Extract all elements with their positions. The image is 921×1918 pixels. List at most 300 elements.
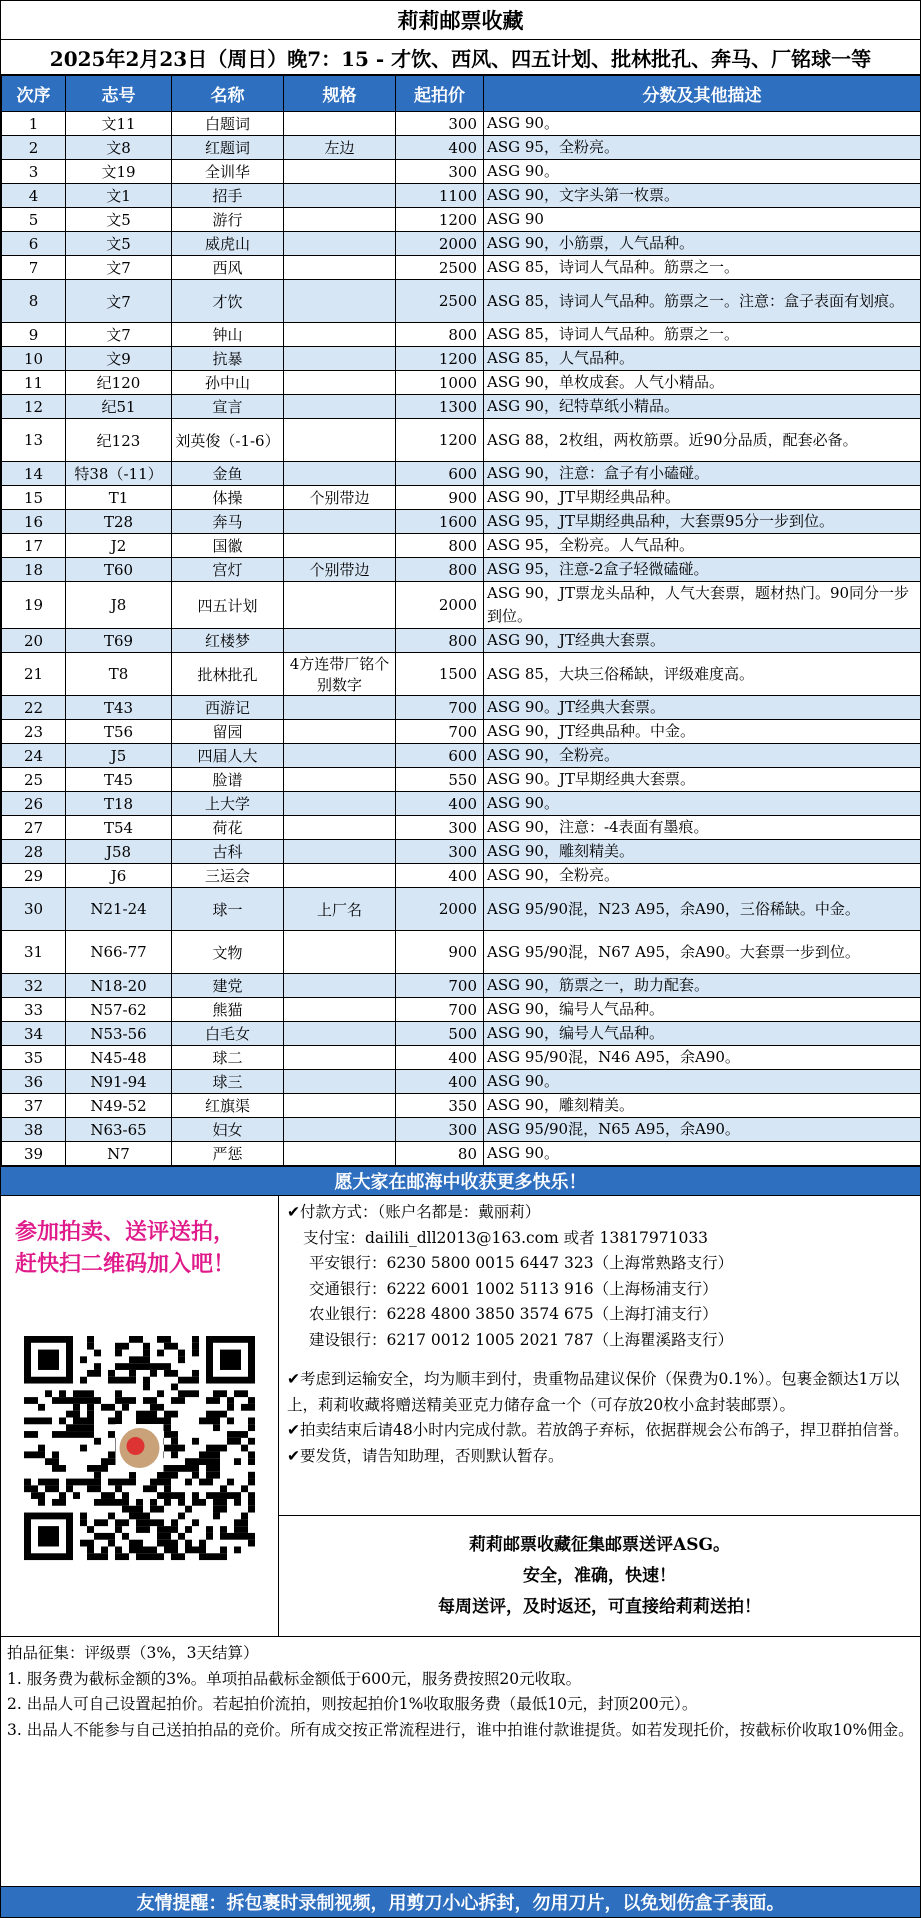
row-name: 游行: [172, 208, 284, 232]
row-spec: [284, 768, 396, 792]
row-spec: [284, 974, 396, 998]
row-desc: ASG 85，诗词人气品种。筋票之一。注意：盒子表面有划痕。: [484, 280, 921, 323]
row-price: 800: [396, 558, 484, 582]
row-order: 39: [2, 1142, 66, 1166]
row-order: 30: [2, 888, 66, 931]
row-spec: [284, 931, 396, 974]
table-row: [2, 653, 921, 696]
row-name: 脸谱: [172, 768, 284, 792]
row-spec: [284, 1070, 396, 1094]
row-price: 2500: [396, 256, 484, 280]
row-order: 38: [2, 1118, 66, 1142]
row-code: 文19: [66, 160, 172, 184]
table-row: [2, 510, 921, 534]
row-desc: ASG 90，雕刻精美。: [484, 840, 921, 864]
promo-line-2: 赶快扫二维码加入吧！: [15, 1251, 236, 1277]
row-price: 300: [396, 840, 484, 864]
table-row: [2, 347, 921, 371]
row-order: 9: [2, 323, 66, 347]
row-desc: ASG 90，JT经典品种。中金。: [484, 720, 921, 744]
row-desc: ASG 90，文字头第一枚票。: [484, 184, 921, 208]
row-spec: [284, 160, 396, 184]
row-name: 熊猫: [172, 998, 284, 1022]
row-code: T56: [66, 720, 172, 744]
row-desc: ASG 90。: [484, 1070, 921, 1094]
row-code: 纪120: [66, 371, 172, 395]
row-order: 5: [2, 208, 66, 232]
row-spec: 个别带边: [284, 558, 396, 582]
row-price: 1000: [396, 371, 484, 395]
shipping-note: ✔考虑到运输安全，均为顺丰到付，贵重物品建议保价（保费为0.1%）。包裹金额达1万以上，莉莉收藏将赠送精美亚克力储存盒一个（可存放20枚小盒封装邮票）。: [287, 1370, 900, 1414]
row-code: T69: [66, 629, 172, 653]
table-row: [2, 792, 921, 816]
row-desc: ASG 90。: [484, 792, 921, 816]
row-price: 2000: [396, 888, 484, 931]
row-code: N49-52: [66, 1094, 172, 1118]
row-name: 白题词: [172, 112, 284, 136]
rule-item: 3. 出品人不能参与自己送拍拍品的竞价。所有成交按正常流程进行，谁中拍谁付款谁提货。如若发现托价，按截标价收取10%佣金。: [7, 1720, 914, 1739]
row-name: 古科: [172, 840, 284, 864]
row-name: 球二: [172, 1046, 284, 1070]
table-row: [2, 232, 921, 256]
row-code: 文7: [66, 256, 172, 280]
row-name: 球三: [172, 1070, 284, 1094]
col-header-desc: 分数及其他描述: [484, 76, 921, 112]
table-row: [2, 582, 921, 629]
row-order: 32: [2, 974, 66, 998]
row-price: 80: [396, 1142, 484, 1166]
table-row: [2, 112, 921, 136]
table-row: [2, 1118, 921, 1142]
row-order: 8: [2, 280, 66, 323]
row-name: 球一: [172, 888, 284, 931]
row-name: 四五计划: [172, 582, 284, 629]
row-code: T8: [66, 653, 172, 696]
table-row: [2, 696, 921, 720]
row-name: 刘英俊（-1-6）: [172, 419, 284, 462]
row-spec: [284, 371, 396, 395]
table-row: [2, 486, 921, 510]
row-name: 留园: [172, 720, 284, 744]
row-spec: [284, 462, 396, 486]
row-name: 抗暴: [172, 347, 284, 371]
row-code: J5: [66, 744, 172, 768]
row-price: 400: [396, 1070, 484, 1094]
row-code: N53-56: [66, 1022, 172, 1046]
row-order: 19: [2, 582, 66, 629]
row-price: 2000: [396, 232, 484, 256]
rule-item: 2. 出品人可自己设置起拍价。若起拍价流拍，则按起拍价1%收取服务费（最低10元，封顶200元）。: [7, 1695, 698, 1713]
row-price: 550: [396, 768, 484, 792]
row-name: 宫灯: [172, 558, 284, 582]
asg-line-3: 每周送评，及时返还，可直接给莉莉送拍！: [438, 1596, 761, 1617]
table-row: [2, 1094, 921, 1118]
row-order: 4: [2, 184, 66, 208]
row-code: 文9: [66, 347, 172, 371]
row-code: N91-94: [66, 1070, 172, 1094]
row-desc: ASG 95，全粉亮。: [484, 136, 921, 160]
row-order: 3: [2, 160, 66, 184]
row-code: T18: [66, 792, 172, 816]
row-spec: [284, 840, 396, 864]
row-price: 300: [396, 112, 484, 136]
table-row: [2, 931, 921, 974]
row-name: 批林批孔: [172, 653, 284, 696]
table-header-row: [2, 76, 921, 112]
col-header-price: 起拍价: [396, 76, 484, 112]
row-spec: [284, 232, 396, 256]
row-order: 13: [2, 419, 66, 462]
wish-banner: 愿大家在邮海中收获更多快乐！: [1, 1166, 920, 1196]
row-name: 红楼梦: [172, 629, 284, 653]
payment-info: [279, 1196, 920, 1515]
row-desc: ASG 90: [484, 208, 921, 232]
row-order: 21: [2, 653, 66, 696]
payment-deadline-note: ✔拍卖结束后请48小时内完成付款。若放鸽子弃标，依据群规会公布鸽子，捍卫群拍信誉。: [287, 1421, 909, 1439]
row-price: 1100: [396, 184, 484, 208]
row-price: 2500: [396, 280, 484, 323]
row-price: 1300: [396, 395, 484, 419]
row-name: 荷花: [172, 816, 284, 840]
row-order: 10: [2, 347, 66, 371]
row-spec: [284, 1094, 396, 1118]
row-order: 36: [2, 1070, 66, 1094]
row-price: 700: [396, 720, 484, 744]
row-desc: ASG 95，全粉亮。人气品种。: [484, 534, 921, 558]
row-price: 300: [396, 160, 484, 184]
table-row: [2, 160, 921, 184]
row-order: 6: [2, 232, 66, 256]
row-code: 纪123: [66, 419, 172, 462]
table-row: [2, 1046, 921, 1070]
table-row: [2, 768, 921, 792]
payment-panel: [279, 1196, 920, 1636]
row-price: 700: [396, 974, 484, 998]
row-code: T60: [66, 558, 172, 582]
row-code: T43: [66, 696, 172, 720]
row-desc: ASG 95/90混，N46 A95，余A90。: [484, 1046, 921, 1070]
row-order: 11: [2, 371, 66, 395]
row-spec: [284, 280, 396, 323]
row-price: 2000: [396, 582, 484, 629]
row-order: 1: [2, 112, 66, 136]
row-order: 12: [2, 395, 66, 419]
page-title: 莉莉邮票收藏: [1, 1, 920, 40]
row-name: 红题词: [172, 136, 284, 160]
row-price: 1600: [396, 510, 484, 534]
bank-line: 交通银行：6222 6001 1002 5113 916（上海杨浦支行）: [309, 1279, 718, 1298]
table-row: [2, 998, 921, 1022]
row-order: 35: [2, 1046, 66, 1070]
row-desc: ASG 88，2枚组，两枚筋票。近90分品质，配套必备。: [484, 419, 921, 462]
row-name: 才饮: [172, 280, 284, 323]
row-code: N21-24: [66, 888, 172, 931]
row-code: 文7: [66, 280, 172, 323]
row-desc: ASG 90。: [484, 1142, 921, 1166]
row-price: 500: [396, 1022, 484, 1046]
row-spec: [284, 696, 396, 720]
info-section: [1, 1196, 920, 1637]
row-name: 孙中山: [172, 371, 284, 395]
table-row: [2, 864, 921, 888]
row-price: 700: [396, 998, 484, 1022]
bank-line: 平安银行：6230 5800 0015 6447 323（上海常熟路支行）: [309, 1254, 734, 1272]
table-row: [2, 323, 921, 347]
row-desc: ASG 90，纪特草纸小精品。: [484, 395, 921, 419]
asg-line-1: 莉莉邮票收藏征集邮票送评ASG。: [469, 1534, 730, 1555]
table-row: [2, 1142, 921, 1166]
row-desc: ASG 95，JT早期经典品种，大套票95分一步到位。: [484, 510, 921, 534]
row-name: 招手: [172, 184, 284, 208]
row-code: T1: [66, 486, 172, 510]
row-name: 国徽: [172, 534, 284, 558]
row-spec: [284, 744, 396, 768]
row-spec: [284, 792, 396, 816]
table-row: [2, 840, 921, 864]
row-code: J8: [66, 582, 172, 629]
row-order: 25: [2, 768, 66, 792]
table-row: [2, 280, 921, 323]
col-header-code: 志号: [66, 76, 172, 112]
bank-line: 农业银行：6228 4800 3850 3574 675（上海打浦支行）: [309, 1305, 718, 1323]
table-row: [2, 888, 921, 931]
row-price: 350: [396, 1094, 484, 1118]
bank-line: 建设银行：6217 0012 1005 2021 787（上海瞿溪路支行）: [309, 1330, 734, 1349]
row-code: 文5: [66, 232, 172, 256]
row-desc: ASG 90，编号人气品种。: [484, 998, 921, 1022]
row-desc: ASG 90。: [484, 160, 921, 184]
row-price: 1500: [396, 653, 484, 696]
table-row: [2, 558, 921, 582]
row-spec: [284, 864, 396, 888]
row-price: 700: [396, 696, 484, 720]
row-price: 300: [396, 1118, 484, 1142]
alipay-line: 支付宝：dailili_dll2013@163.com 或者 13817971033: [303, 1228, 709, 1247]
row-name: 四届人大: [172, 744, 284, 768]
row-order: 28: [2, 840, 66, 864]
row-order: 27: [2, 816, 66, 840]
promo-panel: [1, 1196, 279, 1636]
table-row: [2, 395, 921, 419]
row-desc: ASG 90，JT经典大套票。: [484, 629, 921, 653]
row-spec: [284, 395, 396, 419]
reminder-banner: 友情提醒：拆包裹时录制视频，用剪刀小心拆封，勿用刀片，以免划伤盒子表面。: [1, 1886, 920, 1917]
row-spec: [284, 208, 396, 232]
table-row: [2, 1022, 921, 1046]
row-price: 800: [396, 534, 484, 558]
row-price: 1200: [396, 419, 484, 462]
row-desc: ASG 90，单枚成套。人气小精品。: [484, 371, 921, 395]
row-code: T54: [66, 816, 172, 840]
table-row: [2, 816, 921, 840]
table-row: [2, 419, 921, 462]
row-order: 37: [2, 1094, 66, 1118]
row-order: 24: [2, 744, 66, 768]
row-spec: [284, 582, 396, 629]
row-price: 1200: [396, 347, 484, 371]
table-row: [2, 744, 921, 768]
table-row: [2, 208, 921, 232]
row-desc: ASG 90，全粉亮。: [484, 864, 921, 888]
row-desc: ASG 90，全粉亮。: [484, 744, 921, 768]
asg-line-2: 安全，准确，快速！: [523, 1565, 676, 1586]
row-name: 红旗渠: [172, 1094, 284, 1118]
row-spec: [284, 629, 396, 653]
row-name: 严惩: [172, 1142, 284, 1166]
row-spec: [284, 323, 396, 347]
row-code: N63-65: [66, 1118, 172, 1142]
table-row: [2, 462, 921, 486]
row-spec: 4方连带厂铭个别数字: [284, 653, 396, 696]
row-code: 文7: [66, 323, 172, 347]
row-price: 400: [396, 1046, 484, 1070]
row-spec: [284, 112, 396, 136]
row-name: 奔马: [172, 510, 284, 534]
row-price: 1200: [396, 208, 484, 232]
row-order: 16: [2, 510, 66, 534]
row-desc: ASG 95，注意-2盒子轻微磕碰。: [484, 558, 921, 582]
row-code: N66-77: [66, 931, 172, 974]
row-order: 34: [2, 1022, 66, 1046]
row-price: 800: [396, 629, 484, 653]
row-desc: ASG 90，注意：-4表面有墨痕。: [484, 816, 921, 840]
table-row: [2, 534, 921, 558]
row-order: 14: [2, 462, 66, 486]
row-desc: ASG 90。: [484, 112, 921, 136]
row-desc: ASG 90，小筋票，人气品种。: [484, 232, 921, 256]
row-code: T28: [66, 510, 172, 534]
row-desc: ASG 95/90混，N65 A95，余A90。: [484, 1118, 921, 1142]
table-row: [2, 629, 921, 653]
row-desc: ASG 85，诗词人气品种。筋票之一。: [484, 323, 921, 347]
col-header-order: 次序: [2, 76, 66, 112]
row-code: N18-20: [66, 974, 172, 998]
table-row: [2, 720, 921, 744]
row-name: 建党: [172, 974, 284, 998]
rules-section: [1, 1637, 920, 1809]
row-name: 三运会: [172, 864, 284, 888]
row-code: J58: [66, 840, 172, 864]
row-name: 西游记: [172, 696, 284, 720]
row-name: 文物: [172, 931, 284, 974]
row-desc: ASG 90，JT票龙头品种，人气大套票，题材热门。90同分一步到位。: [484, 582, 921, 629]
row-name: 全训华: [172, 160, 284, 184]
row-name: 妇女: [172, 1118, 284, 1142]
row-name: 威虎山: [172, 232, 284, 256]
row-spec: [284, 1118, 396, 1142]
row-spec: 上厂名: [284, 888, 396, 931]
row-price: 800: [396, 323, 484, 347]
row-spec: [284, 1142, 396, 1166]
row-name: 钟山: [172, 323, 284, 347]
row-desc: ASG 90，筋票之一，助力配套。: [484, 974, 921, 998]
delivery-note: ✔要发货，请告知助理，否则默认暂存。: [287, 1446, 564, 1465]
table-row: [2, 1070, 921, 1094]
row-order: 18: [2, 558, 66, 582]
row-spec: [284, 720, 396, 744]
row-price: 600: [396, 744, 484, 768]
row-order: 33: [2, 998, 66, 1022]
row-order: 29: [2, 864, 66, 888]
row-code: 文5: [66, 208, 172, 232]
row-spec: [284, 816, 396, 840]
row-name: 上大学: [172, 792, 284, 816]
row-spec: [284, 534, 396, 558]
row-order: 7: [2, 256, 66, 280]
row-desc: ASG 90，JT早期经典品种。: [484, 486, 921, 510]
row-price: 400: [396, 864, 484, 888]
row-code: 文8: [66, 136, 172, 160]
row-desc: ASG 90，注意：盒子有小磕碰。: [484, 462, 921, 486]
row-spec: [284, 419, 396, 462]
row-code: 文11: [66, 112, 172, 136]
row-spec: [284, 347, 396, 371]
row-order: 26: [2, 792, 66, 816]
payment-title: ✔付款方式：（账户名都是：戴丽莉）: [287, 1203, 541, 1221]
row-order: 31: [2, 931, 66, 974]
row-name: 西风: [172, 256, 284, 280]
row-desc: ASG 90，编号人气品种。: [484, 1022, 921, 1046]
row-code: N7: [66, 1142, 172, 1166]
row-spec: [284, 510, 396, 534]
row-spec: [284, 998, 396, 1022]
row-spec: 左边: [284, 136, 396, 160]
row-price: 900: [396, 486, 484, 510]
table-row: [2, 184, 921, 208]
row-price: 300: [396, 816, 484, 840]
table-row: [2, 136, 921, 160]
row-order: 17: [2, 534, 66, 558]
row-code: J2: [66, 534, 172, 558]
row-name: 白毛女: [172, 1022, 284, 1046]
row-code: N45-48: [66, 1046, 172, 1070]
row-code: 特38（-11）: [66, 462, 172, 486]
row-name: 宣言: [172, 395, 284, 419]
stamp-table: [1, 75, 921, 1166]
row-order: 2: [2, 136, 66, 160]
row-code: 文1: [66, 184, 172, 208]
row-order: 15: [2, 486, 66, 510]
row-code: N57-62: [66, 998, 172, 1022]
row-price: 400: [396, 792, 484, 816]
row-desc: ASG 90。JT早期经典大套票。: [484, 768, 921, 792]
row-name: 金鱼: [172, 462, 284, 486]
row-price: 900: [396, 931, 484, 974]
rule-item: 1. 服务费为截标金额的3%。单项拍品截标金额低于600元，服务费按照20元收取。: [7, 1669, 582, 1688]
row-desc: ASG 85，诗词人气品种。筋票之一。: [484, 256, 921, 280]
row-desc: ASG 95/90混，N67 A95，余A90。大套票一步到位。: [484, 931, 921, 974]
table-row: [2, 974, 921, 998]
row-order: 22: [2, 696, 66, 720]
row-spec: [284, 1046, 396, 1070]
row-code: T45: [66, 768, 172, 792]
rules-title: 拍品征集：评级票（3%，3天结算）: [7, 1644, 259, 1662]
row-order: 20: [2, 629, 66, 653]
row-spec: 个别带边: [284, 486, 396, 510]
row-spec: [284, 184, 396, 208]
row-desc: ASG 95/90混，N23 A95，余A90，三俗稀缺。中金。: [484, 888, 921, 931]
row-price: 400: [396, 136, 484, 160]
asg-promo: [279, 1515, 920, 1636]
row-code: 纪51: [66, 395, 172, 419]
qr-code-icon[interactable]: [17, 1336, 263, 1566]
row-order: 23: [2, 720, 66, 744]
table-row: [2, 371, 921, 395]
row-spec: [284, 256, 396, 280]
promo-line-1: 参加拍卖、送评送拍，: [15, 1219, 236, 1245]
table-row: [2, 256, 921, 280]
auction-subtitle: 2025年2月23日（周日）晚7：15 - 才饮、西风、四五计划、批林批孔、奔马、厂铭球一等: [1, 40, 920, 75]
